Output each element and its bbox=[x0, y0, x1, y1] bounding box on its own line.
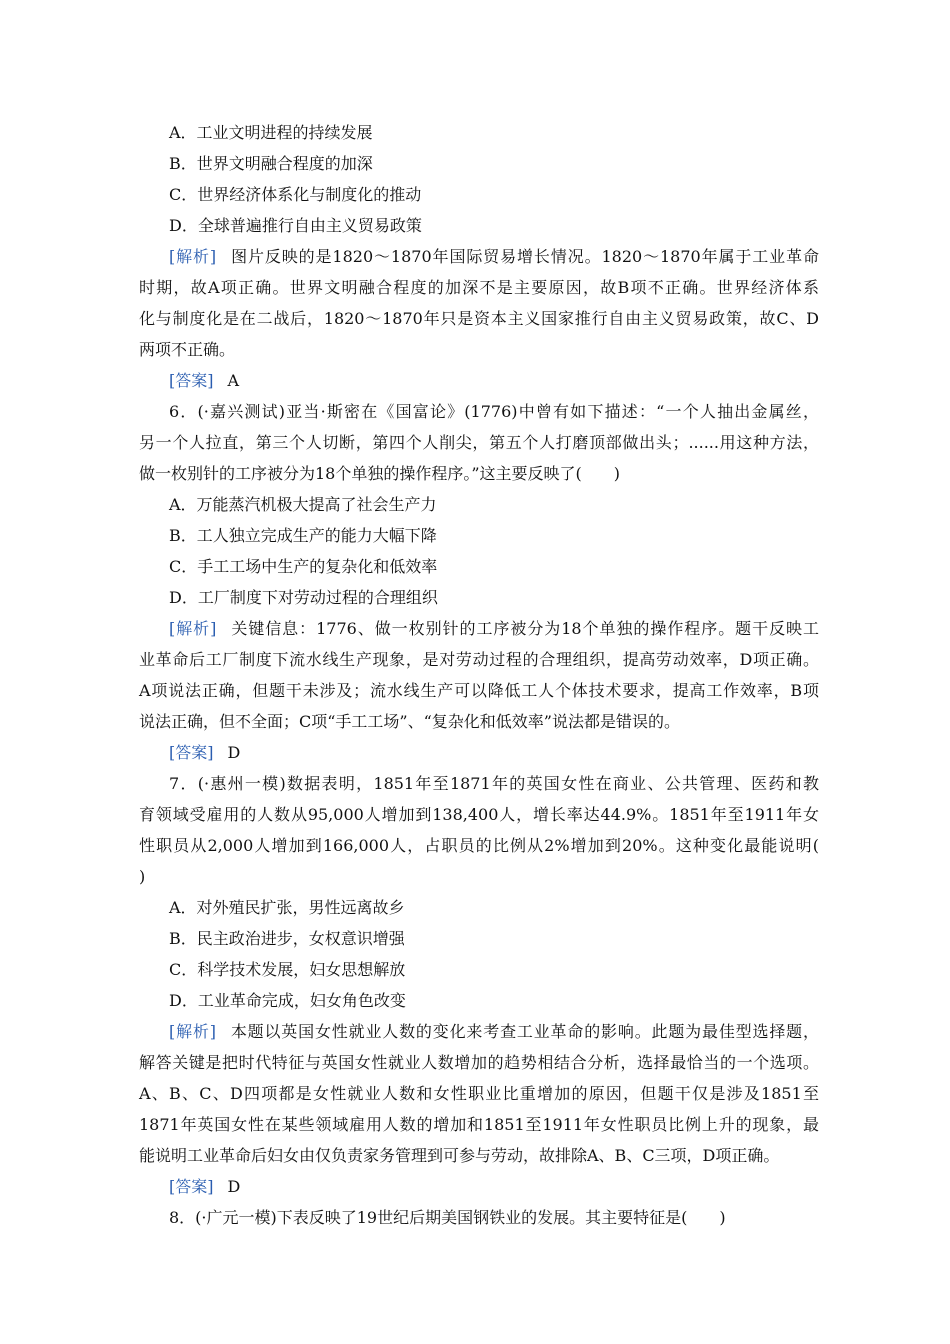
q7-analysis-line: 1871年英国女性在某些领域雇用人数的增加和1851至1911年女性职员比例上升的现象，最 bbox=[139, 1115, 819, 1134]
q5-analysis-line: 两项不正确。 bbox=[139, 340, 236, 359]
q8-stem-line: 8．(·广元一模)下表反映了19世纪后期美国钢铁业的发展。其主要特征是( ) bbox=[169, 1208, 726, 1227]
q7-option-a: A．对外殖民扩张，男性远离故乡 bbox=[169, 898, 405, 917]
answer-tag: [答案] bbox=[169, 743, 214, 762]
q7-option-b: B．民主政治进步，女权意识增强 bbox=[169, 929, 405, 948]
q7-answer bbox=[169, 1176, 819, 1198]
q7-analysis-line: A、B、C、D四项都是女性就业人数和女性职业比重增加的原因，但题干仅是涉及1851至 bbox=[139, 1084, 819, 1103]
q5-option-d: D．全球普遍推行自由主义贸易政策 bbox=[169, 216, 422, 235]
q5-option-c: C．世界经济体系化与制度化的推动 bbox=[169, 185, 422, 204]
q7-analysis-line: 解答关键是把时代特征与英国女性就业人数增加的趋势相结合分析，选择最恰当的一个选项。 bbox=[139, 1053, 819, 1072]
answer-tag: [答案] bbox=[169, 371, 214, 390]
analysis-tag: [解析] bbox=[169, 1022, 216, 1041]
q6-analysis-line: [解析] 关键信息：1776、做一枚别针的工序被分为18个单独的操作程序。题干反映工 bbox=[169, 619, 819, 638]
answer-value: D bbox=[227, 1177, 241, 1196]
analysis-tag: [解析] bbox=[169, 247, 217, 266]
q5-analysis-line: 化与制度化是在二战后，1820～1870年只是资本主义国家推行自由主义贸易政策，故C、D bbox=[139, 309, 819, 328]
q6-analysis-line: A项说法正确，但题干未涉及；流水线生产可以降低工人个体技术要求，提高工作效率，B项 bbox=[139, 681, 819, 700]
q7-stem-line: 育领域受雇用的人数从95,000人增加到138,400人，增长率达44.9%。1851年至1911年女 bbox=[139, 805, 819, 824]
q7-analysis-line: [解析] 本题以英国女性就业人数的变化来考查工业革命的影响。此题为最佳型选择题， bbox=[169, 1022, 819, 1041]
q7-analysis-line: 能说明工业革命后妇女由仅负责家务管理到可参与劳动，故排除A、B、C三项，D项正确。 bbox=[139, 1146, 780, 1165]
q7-stem-line: 性职员从2,000人增加到166,000人，占职员的比例从2%增加到20%。这种变化最能说明( bbox=[139, 836, 819, 855]
q5-answer bbox=[169, 370, 819, 392]
answer-value: A bbox=[227, 371, 240, 390]
q6-stem-line: 做一枚别针的工序被分为18个单独的操作程序。”这主要反映了( ) bbox=[139, 464, 621, 483]
q6-stem-line: 另一个人拉直，第三个人切断，第四个人削尖，第五个人打磨顶部做出头；......用这种方法， bbox=[139, 433, 819, 452]
q5-analysis-line: 时期，故A项正确。世界文明融合程度的加深不是主要原因，故B项不正确。世界经济体系 bbox=[139, 278, 819, 297]
q6-analysis-line: 业革命后工厂制度下流水线生产现象，是对劳动过程的合理组织，提高劳动效率，D项正确。 bbox=[139, 650, 819, 669]
q7-option-d: D．工业革命完成，妇女角色改变 bbox=[169, 991, 406, 1010]
q6-stem-line: 6．(·嘉兴测试)亚当·斯密在《国富论》(1776)中曾有如下描述：“一个人抽出金属丝， bbox=[169, 402, 819, 421]
q6-answer bbox=[169, 742, 819, 764]
q5-analysis-line: [解析] 图片反映的是1820～1870年国际贸易增长情况。1820～1870年属于工业革命 bbox=[169, 247, 819, 266]
q6-option-a: A．万能蒸汽机极大提高了社会生产力 bbox=[169, 495, 437, 514]
q5-option-a: A．工业文明进程的持续发展 bbox=[169, 123, 373, 142]
q6-option-c: C．手工工场中生产的复杂化和低效率 bbox=[169, 557, 438, 576]
q7-option-c: C．科学技术发展，妇女思想解放 bbox=[169, 960, 406, 979]
analysis-tag: [解析] bbox=[169, 619, 217, 638]
answer-tag: [答案] bbox=[169, 1177, 214, 1196]
answer-value: D bbox=[227, 743, 241, 762]
q6-analysis-line: 说法正确，但不全面；C项“手工工场”、“复杂化和低效率”说法都是错误的。 bbox=[139, 712, 680, 731]
q7-stem-line: ) bbox=[139, 867, 146, 886]
q6-option-d: D．工厂制度下对劳动过程的合理组织 bbox=[169, 588, 438, 607]
q6-option-b: B．工人独立完成生产的能力大幅下降 bbox=[169, 526, 437, 545]
q7-stem-line: 7．(·惠州一模)数据表明，1851年至1871年的英国女性在商业、公共管理、医药和教 bbox=[169, 774, 819, 793]
q5-option-b: B．世界文明融合程度的加深 bbox=[169, 154, 373, 173]
